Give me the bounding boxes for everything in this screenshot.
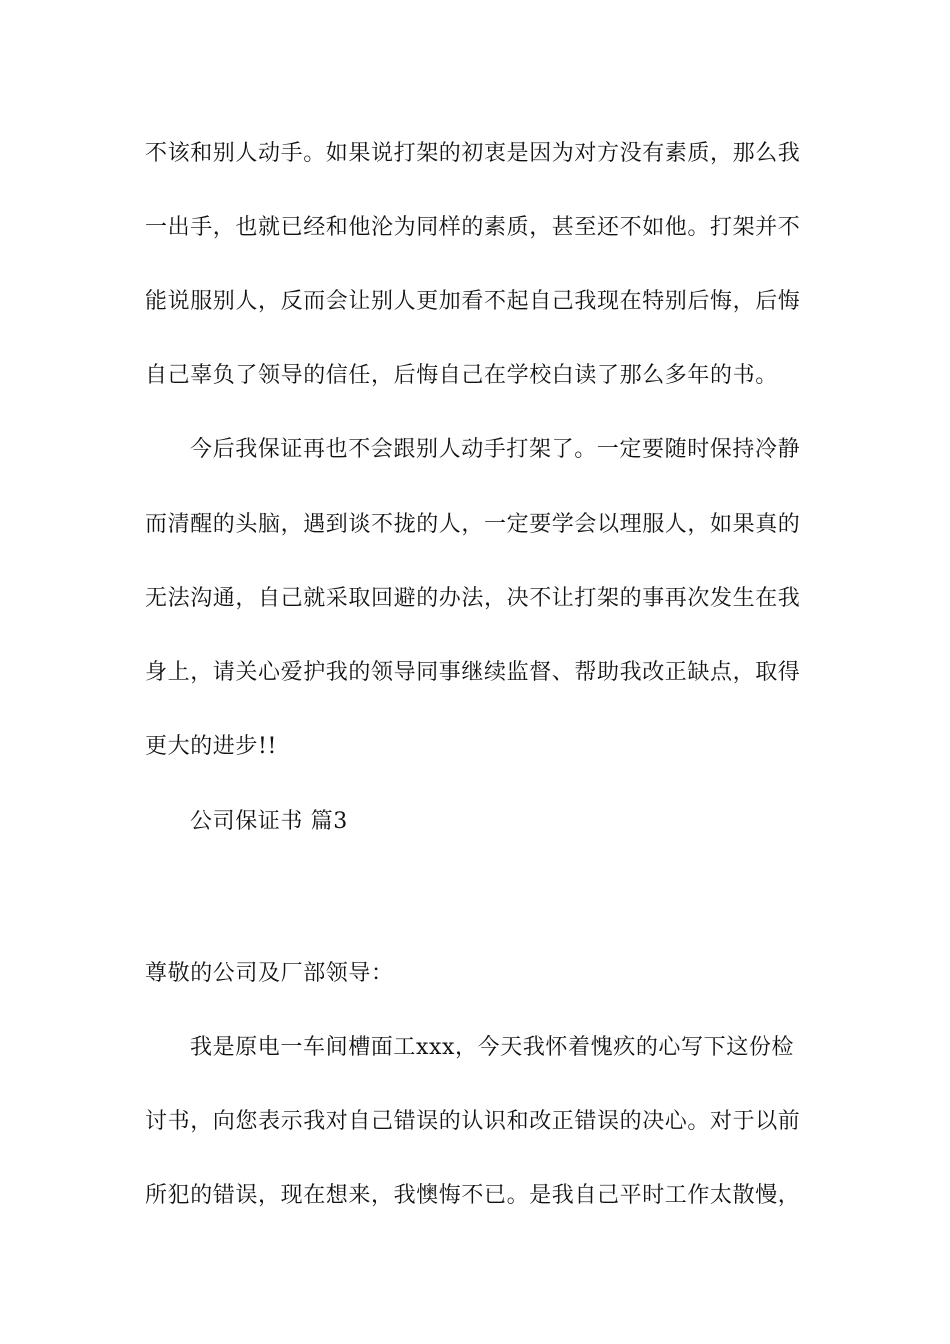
paragraph-line: 而清醒的头脑，遇到谈不拢的人，一定要学会以理服人，如果真的 bbox=[145, 512, 801, 537]
section-heading: 公司保证书 篇3 bbox=[190, 809, 348, 834]
paragraph-line: 讨书，向您表示我对自己错误的认识和改正错误的决心。对于以前 bbox=[145, 1109, 801, 1134]
paragraph-line: 无法沟通，自己就采取回避的办法，决不让打架的事再次发生在我 bbox=[145, 586, 801, 611]
paragraph-line: 不该和别人动手。如果说打架的初衷是因为对方没有素质，那么我 bbox=[145, 141, 801, 166]
paragraph-line: 更大的进步!! bbox=[145, 734, 277, 759]
paragraph-line: 所犯的错误，现在想来，我懊悔不已。是我自己平时工作太散慢， bbox=[145, 1183, 801, 1208]
paragraph-line: 身上，请关心爱护我的领导同事继续监督、帮助我改正缺点，取得 bbox=[145, 660, 801, 685]
paragraph-line: 自己辜负了领导的信任，后悔自己在学校白读了那么多年的书。 bbox=[145, 363, 778, 388]
paragraph-line: 今后我保证再也不会跟别人动手打架了。一定要随时保持冷静 bbox=[190, 437, 801, 462]
paragraph-line: 一出手，也就已经和他沦为同样的素质，甚至还不如他。打架并不 bbox=[145, 215, 801, 240]
paragraph-line: 我是原电一车间槽面工xxx，今天我怀着愧疚的心写下这份检 bbox=[190, 1035, 795, 1060]
paragraph-line: 能说服别人，反而会让别人更加看不起自己我现在特别后悔，后悔 bbox=[145, 289, 801, 314]
salutation: 尊敬的公司及厂部领导： bbox=[145, 961, 394, 986]
